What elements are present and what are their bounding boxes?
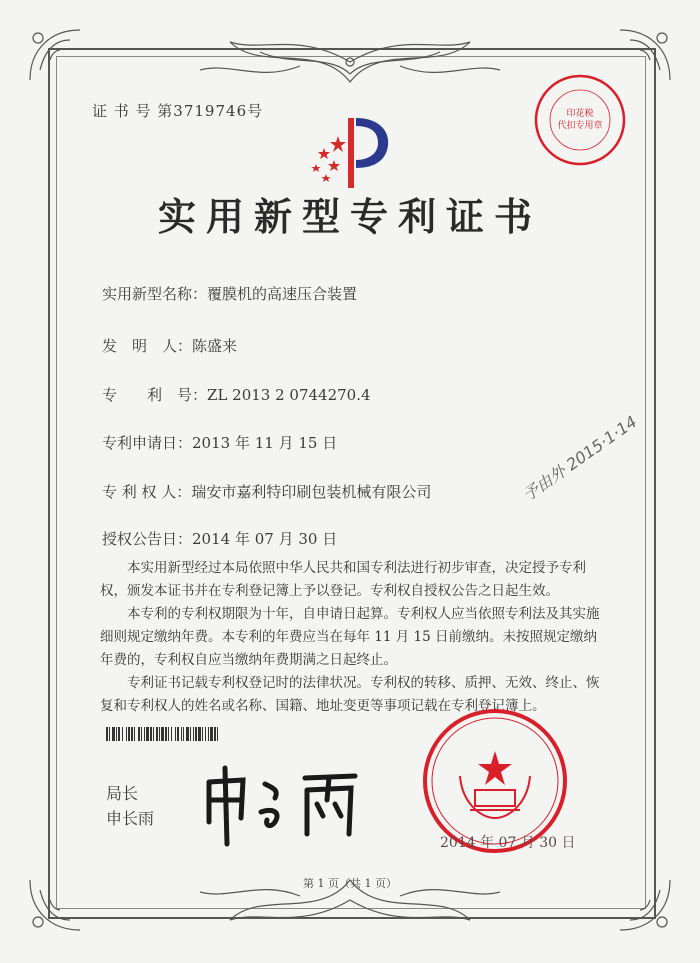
field-inventor: 发 明 人：陈盛来 [102,337,238,355]
svg-text:代扣专用章: 代扣专用章 [557,121,603,131]
paragraph-1: 本实用新型经过本局依照中华人民共和国专利法进行初步审查，决定授予专利权，颁发本证书并在专利登记簿上予以登记。专利权自授权公告之日起生效。 [100,560,586,599]
barcode [106,727,318,741]
body-paragraphs [100,557,600,718]
patent-office-logo [298,108,398,190]
svg-text:印花税: 印花税 [566,109,594,119]
field-patentee: 专 利 权 人：瑞安市嘉利特印刷包装机械有限公司 [102,483,432,501]
paragraph-2: 本专利的专利权期限为十年，自申请日起算。专利权人应当依照专利法及其实施细则规定缴纳年费。本专利的年费应当在每年 11 月 15 日前缴纳。未按照规定缴纳年费的，专利权自应当缴纳年费期满之日起终止。 [100,606,600,668]
certificate-title: 实用新型专利证书 [157,194,542,239]
paragraph-3: 专利证书记载专利权登记时的法律状况。专利权的转移、质押、无效、终止、恢复和专利权人的姓名或名称、国籍、地址变更等事项记载在专利登记簿上。 [100,675,600,714]
seal-date: 2014 年 07 月 30 日 [440,835,576,851]
top-ornament [200,22,500,92]
handwritten-note: 予由外 2015·1·14 [519,411,641,505]
field-patent-number: 专 利 号：ZL 2013 2 0744270.4 [102,386,371,404]
agency-seal [530,70,630,170]
page-footer: 第 1 页（共 1 页） [303,877,397,890]
field-utility-model-name: 实用新型名称：覆膜机的高速压合装置 [102,285,358,303]
director-name: 申长雨 [106,809,155,828]
certificate-number: 证 书 号 第3719746号 [92,102,264,120]
director-signature [195,760,375,850]
field-application-date: 专利申请日：2013 年 11 月 15 日 [102,434,338,452]
director-title: 局长 [106,784,139,803]
field-grant-date: 授权公告日：2014 年 07 月 30 日 [102,530,338,548]
corner-ornament-top-left [20,20,90,90]
